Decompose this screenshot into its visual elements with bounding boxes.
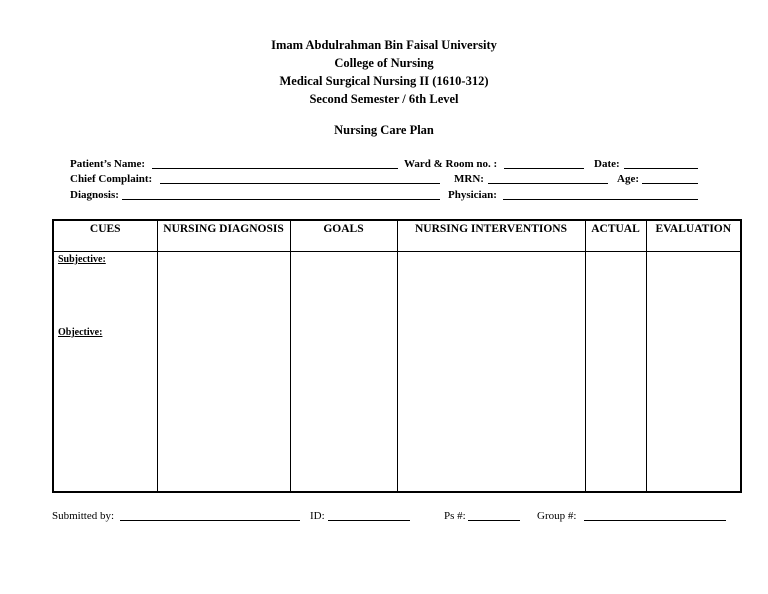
physician-field[interactable] bbox=[503, 199, 698, 200]
mrn-label: MRN: bbox=[454, 173, 484, 185]
id-field[interactable] bbox=[328, 520, 410, 521]
table-header-row bbox=[53, 220, 741, 252]
diagnosis-field[interactable] bbox=[122, 199, 440, 200]
college-name: College of Nursing bbox=[334, 56, 434, 70]
chief-complaint-field[interactable] bbox=[160, 183, 440, 184]
care-plan-table bbox=[52, 219, 742, 493]
mrn-field[interactable] bbox=[488, 183, 608, 184]
ps-field[interactable] bbox=[468, 520, 520, 521]
column-header-evaluation: EVALUATION bbox=[646, 220, 741, 252]
patient-info-row-3 bbox=[70, 188, 710, 202]
evaluation-cell[interactable] bbox=[646, 252, 741, 493]
patient-info-row-1 bbox=[70, 157, 710, 171]
table-row bbox=[53, 252, 741, 493]
age-label: Age: bbox=[617, 173, 639, 185]
ward-room-field[interactable] bbox=[504, 168, 584, 169]
submitted-by-label: Submitted by: bbox=[52, 510, 115, 522]
column-header-goals: GOALS bbox=[290, 220, 397, 252]
diagnosis-label: Diagnosis: bbox=[70, 189, 119, 201]
patient-info-row-2 bbox=[70, 172, 710, 186]
course-name: Medical Surgical Nursing II (1610-312) bbox=[279, 74, 489, 88]
goals-cell[interactable] bbox=[290, 252, 397, 493]
date-field[interactable] bbox=[624, 168, 698, 169]
ps-label: Ps #: bbox=[444, 510, 466, 522]
age-field[interactable] bbox=[642, 183, 698, 184]
submission-footer bbox=[52, 509, 752, 523]
column-header-actual: ACTUAL bbox=[585, 220, 646, 252]
document-title: Nursing Care Plan bbox=[334, 123, 434, 137]
ward-room-label: Ward & Room no. : bbox=[404, 158, 498, 170]
chief-complaint-label: Chief Complaint: bbox=[70, 173, 153, 185]
physician-label: Physician: bbox=[448, 189, 497, 201]
group-label: Group #: bbox=[537, 510, 577, 522]
nursing-interventions-cell[interactable] bbox=[397, 252, 585, 493]
actual-cell[interactable] bbox=[585, 252, 646, 493]
cues-cell[interactable] bbox=[53, 252, 157, 493]
subjective-label: Subjective: bbox=[58, 254, 106, 265]
university-name: Imam Abdulrahman Bin Faisal University bbox=[271, 38, 497, 52]
nursing-diagnosis-cell[interactable] bbox=[157, 252, 290, 493]
document-header bbox=[0, 36, 768, 108]
patient-name-label: Patient’s Name: bbox=[70, 158, 146, 170]
submitted-by-field[interactable] bbox=[120, 520, 300, 521]
id-label: ID: bbox=[310, 510, 325, 522]
semester-level: Second Semester / 6th Level bbox=[309, 92, 459, 106]
group-field[interactable] bbox=[584, 520, 726, 521]
column-header-cues: CUES bbox=[53, 220, 157, 252]
patient-name-field[interactable] bbox=[152, 168, 398, 169]
column-header-nursing-interventions: NURSING INTERVENTIONS bbox=[397, 220, 585, 252]
column-header-nursing-diagnosis: NURSING DIAGNOSIS bbox=[157, 220, 290, 252]
date-label: Date: bbox=[594, 158, 620, 170]
objective-label: Objective: bbox=[58, 327, 103, 338]
